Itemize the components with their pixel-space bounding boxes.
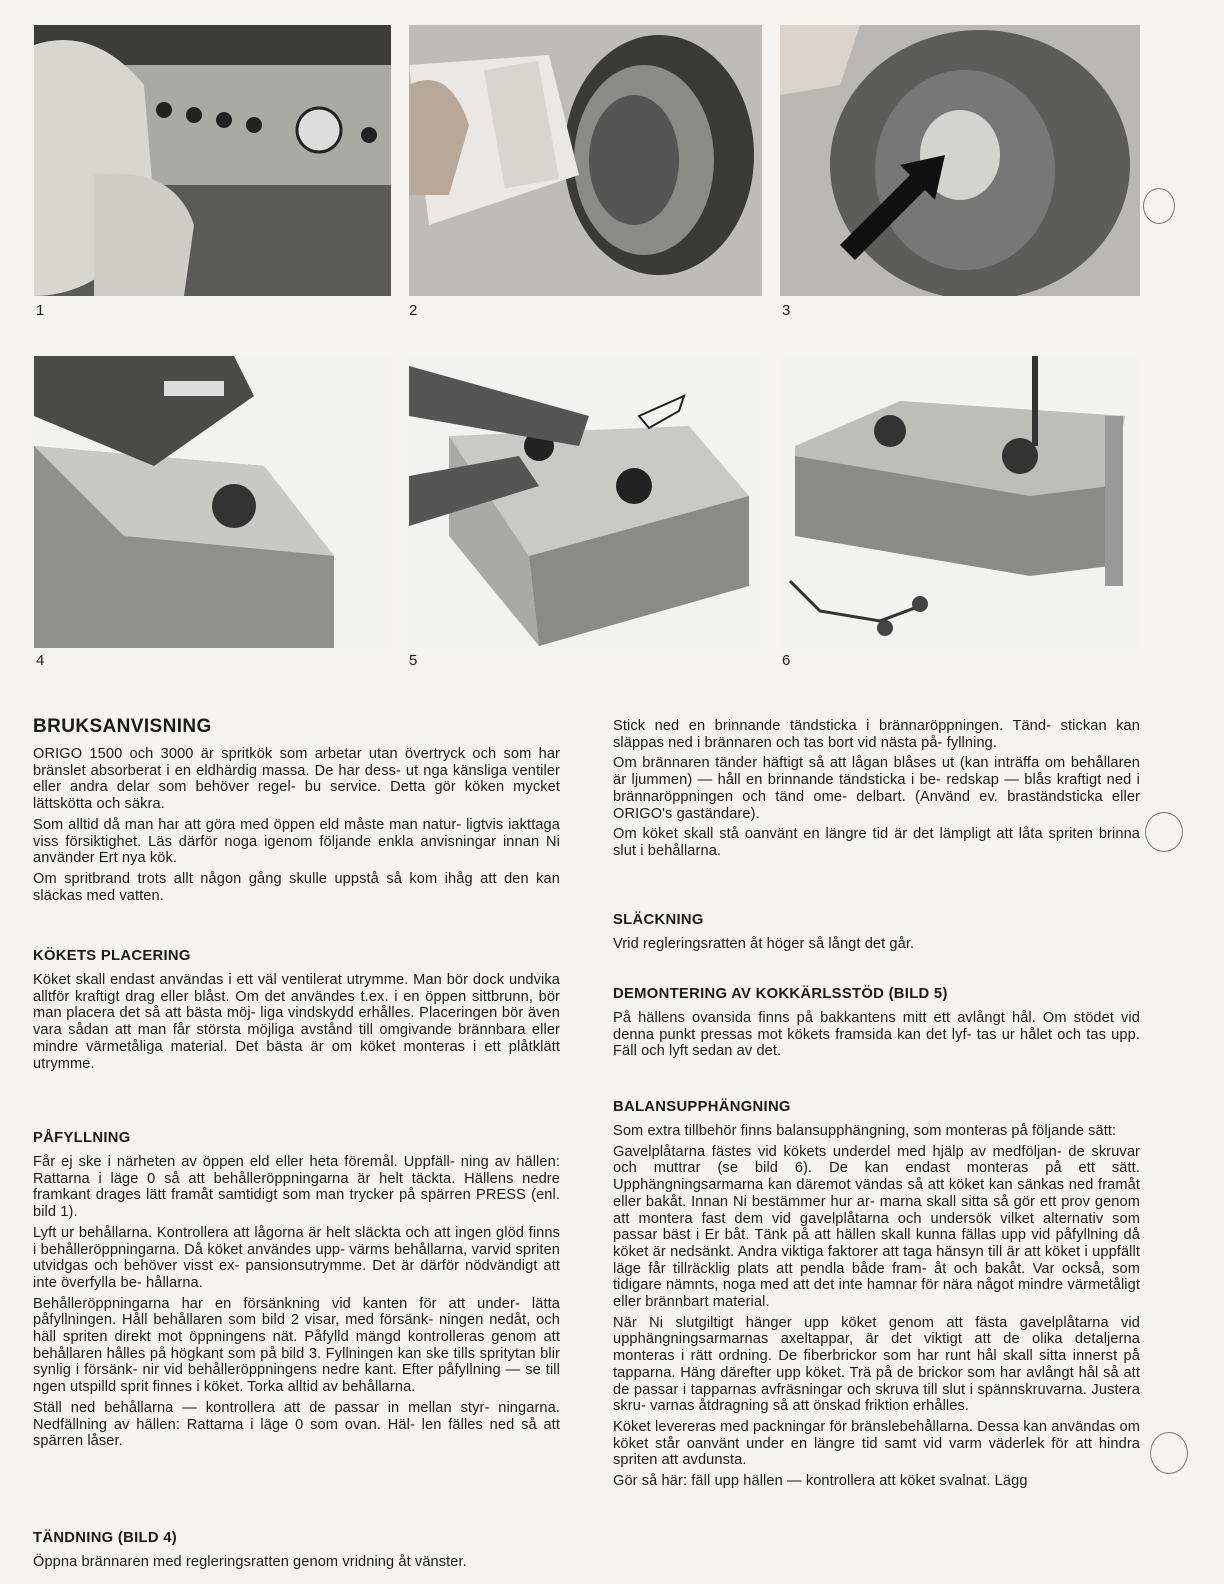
photo-number: 4 — [36, 652, 45, 669]
section-bruksanvisning — [33, 716, 560, 908]
paragraph: Om köket skall stå oanvänt en längre tid är det lämpligt att låta spriten brinna slut i behållarna. — [613, 826, 1140, 859]
section-slackning — [613, 912, 1140, 957]
section-heading: DEMONTERING AV KOKKÄRLSSTÖD (BILD 5) — [613, 986, 948, 1002]
binder-hole — [1150, 1432, 1188, 1474]
paragraph: Gavelplåtarna fästes vid kökets underdel med hjälp av medföljan- de skruvar och muttrar (se bild 6). De kan endast monteras på ett sätt. Upphängningsarmarna kan däremot vändas så att köket kan sänkas ned framåt eller bakåt. Innan Ni bestämmer hur ar- marna skall sitta så gör ett prov genom att montera fast dem vid gavelplåtarna och undersök vilket alternativ som passar bäst i Er båt. Tänk på att hällen skall kunna fällas upp vid påfyllning då köket är nedsänkt. Andra viktiga faktorer att taga hänsyn till är att köket i uppfällt läge får tillräcklig plats att pendla både fram- åt och bakåt. Var också, som tidigare nämnts, noga med att det inte hamnar för nära något mindre värmetåligt eller brännbart material. — [613, 1143, 1140, 1311]
binder-hole — [1143, 188, 1175, 224]
photo-5 — [409, 356, 762, 648]
paragraph: Ställ ned behållarna — kontrollera att de passar in mellan styr- ningarna. Nedfällning av hällen: Rattarna i läge 0 som ovan. Häl- len fälles ned så att spärren låser. — [33, 1399, 560, 1450]
document-title: BRUKSANVISNING — [33, 716, 212, 737]
binder-hole — [1145, 812, 1183, 852]
photo-6 — [780, 356, 1140, 648]
section-heading: KÖKETS PLACERING — [33, 948, 191, 964]
paragraph: Vrid regleringsratten åt höger så långt det går. — [613, 936, 915, 952]
paragraph: ORIGO 1500 och 3000 är spritkök som arbetar utan övertryck och som har bränslet absorberat i en eldhärdig massa. De har dess- ut nga känsliga ventiler eller andra delar som behöver regel- bu service. Detta gör köken mycket lättskötta och säkra. — [33, 746, 560, 813]
photo-number: 5 — [409, 652, 418, 669]
paragraph: När Ni slutgiltigt hänger upp köket genom att fästa gavelplåtarna vid upphängningsarmarnas axeltappar, är det viktigt att de olika detaljerna monteras i rätt ordning. De fiberbrickor som har runt hål skall sitta innerst på tapparna. Häng därefter upp köket. Trä på de brickor som har avlångt hål så att de passar i tapparnas avfräsningar och skruva till slut i spännskruvarna. Justera skru- varnas åtdragning så att önskad friktion erhålles. — [613, 1314, 1140, 1415]
photo-1 — [34, 25, 391, 296]
photo-4 — [34, 356, 391, 648]
section-heading: BALANSUPPHÄNGNING — [613, 1099, 791, 1115]
paragraph: Som alltid då man har att göra med öppen eld måste man natur- ligtvis iakttaga viss försiktighet. Läs därför noga igenom följande enkla anvisningar innan Ni använder Ert nya kök. — [33, 816, 560, 867]
photo-2 — [409, 25, 762, 296]
photo-3 — [780, 25, 1140, 296]
section-heading: TÄNDNING (BILD 4) — [33, 1530, 178, 1546]
paragraph: Köket levereras med packningar för bränslebehållarna. Dessa kan användas om köket står oanvänt under en längre tid samt vid varm väderlek för att hindra spriten att avdunsta. — [613, 1418, 1140, 1469]
paragraph: Får ej ske i närheten av öppen eld eller heta föremål. Uppfäll- ning av hällen: Rattarna i läge 0 så att behålleröppningarna är helt täckta. Hällens nedre framkant drages lätt framåt samtidigt som man trycker på spärren PRESS (enl. bild 1). — [33, 1154, 560, 1221]
section-tandning — [33, 1530, 560, 1575]
photo-number: 6 — [782, 652, 791, 669]
section-demontering — [613, 986, 1140, 1064]
section-tandning-continued — [613, 718, 1140, 864]
paragraph: Gör så här: fäll upp hällen — kontrollera att köket svalnat. Lägg — [613, 1473, 1028, 1490]
paragraph: Om brännaren tänder häftigt så att lågan blåses ut (kan inträffa om behållaren är ljummen) — håll en brinnande tändsticka i be- redskap — blås kraftigt ned i brännaröppningen och tänd ome- delbart. (Använd ev. braständsticka eller ORIGO's gaständare). — [613, 755, 1140, 822]
paragraph: Stick ned en brinnande tändsticka i brännaröppningen. Tänd- stickan kan släppas ned i brännaren och tas bort vid nästa på- fyllning. — [613, 718, 1140, 751]
section-heading: SLÄCKNING — [613, 912, 704, 928]
paragraph: På hällens ovansida finns på bakkantens mitt ett avlångt hål. Om stödet vid denna punkt pressas mot kökets framsida kan det lyf- tas ur hålet och tas upp. Fäll och lyft sedan av det. — [613, 1010, 1140, 1060]
section-balansupphangning — [613, 1099, 1140, 1494]
section-heading: PÅFYLLNING — [33, 1130, 131, 1146]
photo-number: 1 — [36, 302, 45, 319]
paragraph: Om spritbrand trots allt någon gång skulle uppstå så kom ihåg att den kan släckas med vatten. — [33, 870, 560, 904]
paragraph: Som extra tillbehör finns balansupphängning, som monteras på följande sätt: — [613, 1123, 1117, 1139]
photo-number: 2 — [409, 302, 418, 319]
paragraph: Behålleröppningarna har en försänkning vid kanten för att under- lätta påfyllningen. Håll behållaren som bild 2 visar, med försänk- ningen nedåt, och häll spriten direkt mot öppningens nät. Påfylld mängd kontrolleras genom att behållaren hålles på högkant som på bild 3. Fyllningen kan ske tills spritytan blir synlig i försänk- nir vid behålleröppningens nedre kant. Efter påfyllning — se till ngen utspilld sprit finnes i köket. Torka alltid av behållarna. — [33, 1295, 560, 1396]
section-kokets-placering — [33, 948, 560, 1076]
photo-number: 3 — [782, 302, 791, 319]
paragraph: Lyft ur behållarna. Kontrollera att lågorna är helt släckta och att ingen glöd finns i behålleröppningarna. Då köket användes upp- värms behållarna, varvid spriten utvidgas och behöver visst ex- pansionsutrymme. Det är därför nödvändigt att inte överfylla be- hållarna. — [33, 1224, 560, 1291]
paragraph: Köket skall endast användas i ett väl ventilerat utrymme. Man bör dock undvika alltför kraftigt drag eller blåst. Om det användes t.ex. i en öppen sittbrunn, bör man placera det så att bästa möj- liga vindskydd erhålles. Placeringen bör även vara sådan att man får största möjliga avstånd till omgivande brännbara eller mindre värmetåliga material. Det bästa är om köket monteras i ett plåtklätt utrymme. — [33, 972, 560, 1072]
section-pafyllning — [33, 1130, 560, 1454]
paragraph: Öppna brännaren med regleringsratten genom vridning åt vänster. — [33, 1554, 467, 1570]
